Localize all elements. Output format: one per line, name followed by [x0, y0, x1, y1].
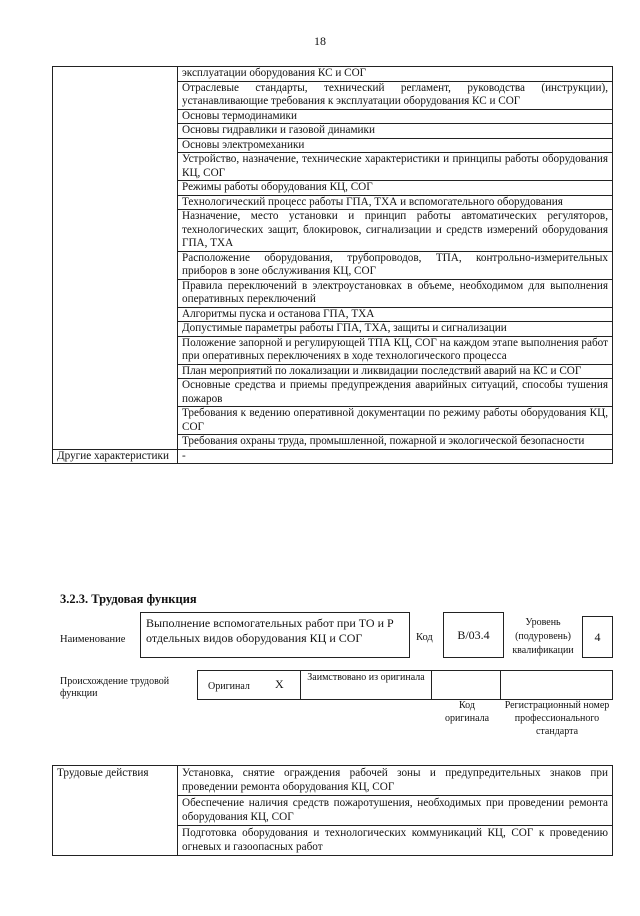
reg-number-box	[500, 670, 613, 700]
knowledge-item: Режимы работы оборудования КЦ, СОГ	[178, 181, 613, 196]
knowledge-item: Правила переключений в электроустановках в объеме, необходимом для выполнения оперативных переключений	[178, 279, 613, 307]
page-number: 18	[314, 34, 326, 48]
function-name-value: Выполнение вспомогательных работ при ТО и Р отдельных видов оборудования КЦ и СОГ	[146, 616, 394, 645]
code-original-box	[431, 670, 501, 700]
code-value: B/03.4	[457, 628, 490, 642]
knowledge-item: Расположение оборудования, трубопроводов, ТПА, контрольно-измерительных приборов в зоне обслуживания КЦ, СОГ	[178, 251, 613, 279]
action-row	[53, 766, 613, 796]
level-box	[582, 616, 613, 658]
code-original-caption: Код оригинала	[444, 700, 490, 724]
knowledge-item: эксплуатации оборудования КС и СОГ	[178, 67, 613, 82]
knowledge-item: План мероприятий по локализации и ликвидации последствий аварий на КС и СОГ	[178, 364, 613, 379]
knowledge-item: Допустимые параметры работы ГПА, ТХА, защиты и сигнализации	[178, 322, 613, 337]
knowledge-item: Положение запорной и регулирующей ТПА КЦ, СОГ на каждом этапе выполнения работ при оперативных переключениях в ходе технологического процесса	[178, 336, 613, 364]
borrowed-label: Заимствовано из оригинала	[307, 672, 425, 683]
knowledge-table	[52, 66, 613, 464]
original-mark: X	[275, 677, 284, 691]
knowledge-item: Основные средства и приемы предупреждения аварийных ситуаций, способы тушения пожаров	[178, 379, 613, 407]
name-label: Наименование	[60, 634, 126, 645]
origin-label: Происхождение трудовой функции	[60, 676, 170, 699]
knowledge-item: Требования к ведению оперативной документации по режиму работы оборудования КЦ, СОГ	[178, 407, 613, 435]
knowledge-item: Требования охраны труда, промышленной, пожарной и экологической безопасности	[178, 435, 613, 450]
code-label: Код	[416, 632, 433, 643]
other-characteristics-label: Другие характеристики	[53, 449, 178, 464]
level-value: 4	[594, 630, 601, 644]
knowledge-item: Технологический процесс работы ГПА, ТХА и вспомогательного оборудования	[178, 195, 613, 210]
knowledge-item: Назначение, место установки и принцип работы автоматических регуляторов, технологических защит, блокировок, сигнализации и средств измерений оборудования ГПА, ТХА	[178, 210, 613, 252]
actions-label: Трудовые действия	[53, 766, 178, 856]
actions-table	[52, 765, 613, 856]
knowledge-item: Устройство, назначение, технические характеристики и принципы работы оборудования КЦ, СОГ	[178, 153, 613, 181]
section-title: 3.2.3. Трудовая функция	[60, 592, 197, 606]
knowledge-row	[53, 67, 613, 82]
code-box	[443, 612, 504, 658]
reg-number-caption: Регистрационный номер профессионального стандарта	[504, 700, 610, 737]
knowledge-item: Основы гидравлики и газовой динамики	[178, 124, 613, 139]
action-item: Подготовка оборудования и технологических коммуникаций КЦ, СОГ к проведению огневых и газоопасных работ	[178, 826, 613, 856]
knowledge-item: Основы термодинамики	[178, 109, 613, 124]
knowledge-label-cell	[53, 67, 178, 450]
original-label: Оригинал	[208, 681, 250, 692]
knowledge-item: Алгоритмы пуска и останова ГПА, ТХА	[178, 307, 613, 322]
level-label: Уровень (подуровень) квалификации	[512, 617, 574, 656]
other-characteristics-value: -	[178, 449, 613, 464]
action-item: Обеспечение наличия средств пожаротушения, необходимых при проведении ремонта оборудования КЦ, СОГ	[178, 796, 613, 826]
knowledge-item: Основы электромеханики	[178, 138, 613, 153]
action-item: Установка, снятие ограждения рабочей зоны и предупредительных знаков при проведении ремонта оборудования КЦ, СОГ	[178, 766, 613, 796]
knowledge-item: Отраслевые стандарты, технический регламент, руководства (инструкции), устанавливающие требования к эксплуатации оборудования КС и СОГ	[178, 81, 613, 109]
other-characteristics-row	[53, 449, 613, 464]
function-name-box	[140, 612, 410, 658]
